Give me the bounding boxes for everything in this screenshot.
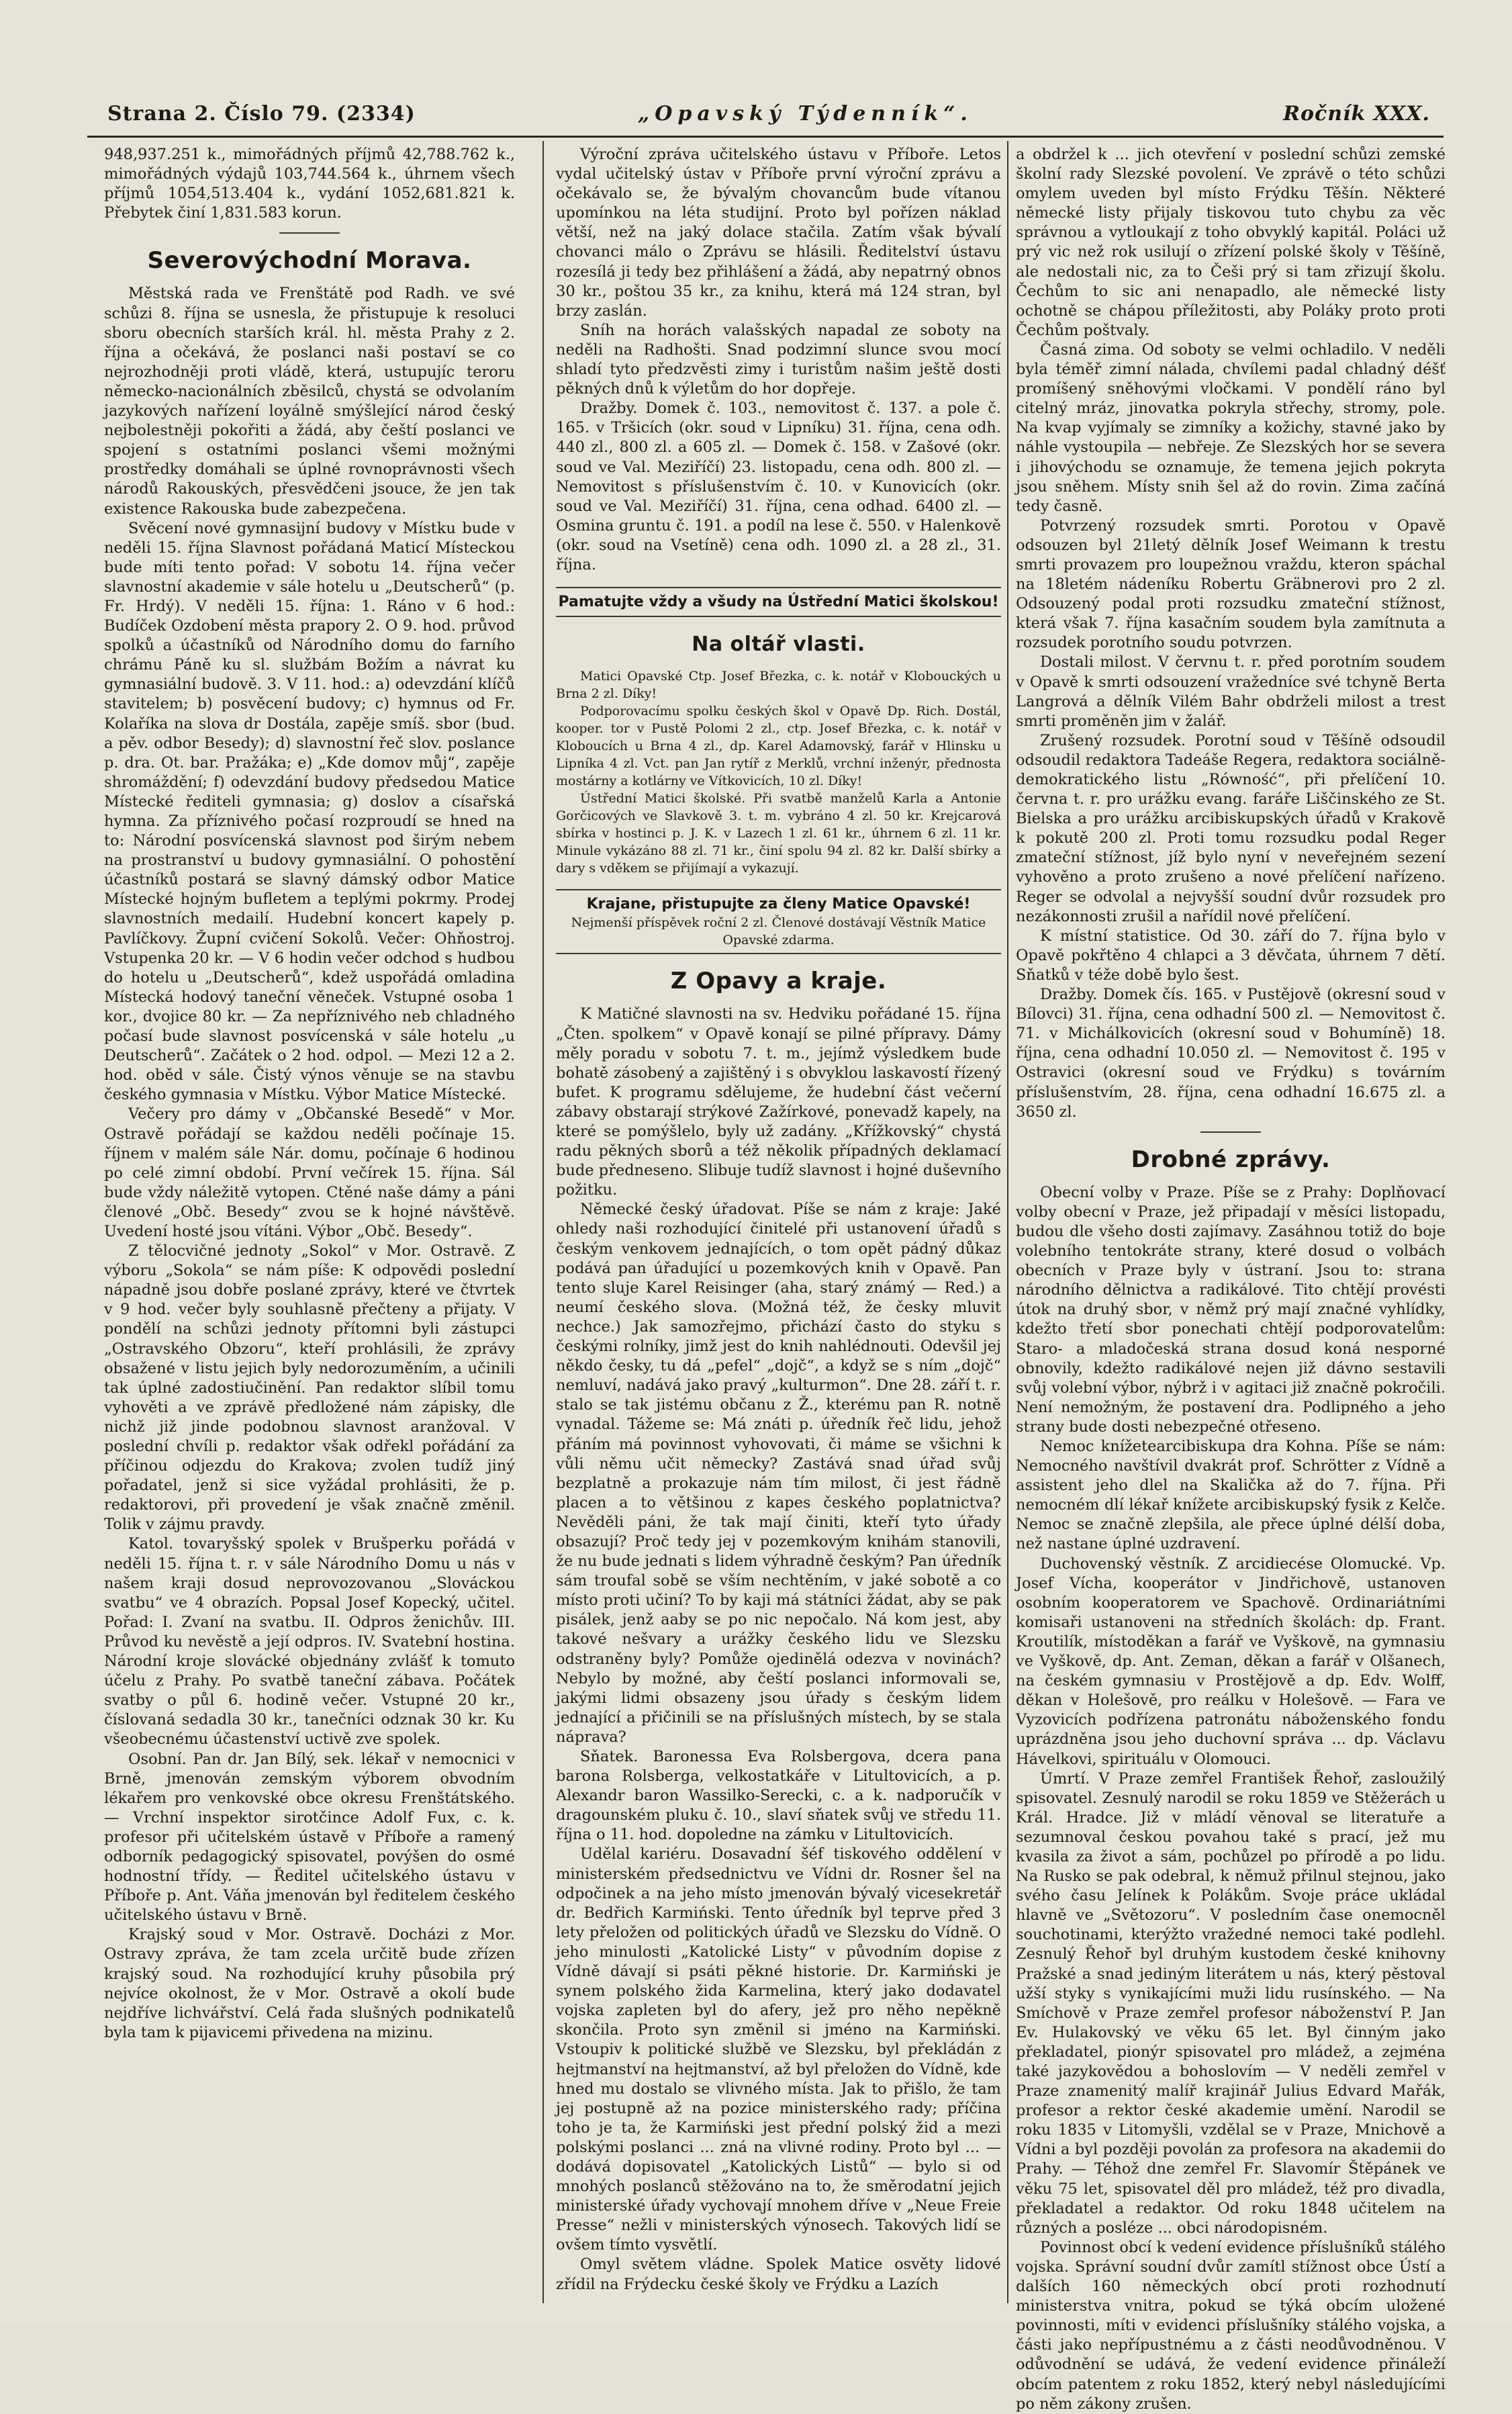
article-paragraph: Dražby. Domek čís. 165. v Pustějově (okresní soud v Bílovci) 31. října, cena odhadní 500 zl. — Nemovitost č. 71. v Michálkovicích (okresní soud v Bohumíně) 18. října, cena odhadní 10.050 zl. — Nemovitost č. 195 v Ostravici (okresní soud ve Frýdku) s továrním příslušenstvím, 28. října, cena odhadní 16.675 zl. a 3650 zl.	[1016, 986, 1446, 1121]
column-2	[556, 145, 1001, 2294]
article-paragraph: Nemoc knížetearcibiskupa dra Kohna. Píše se nám: Nemocného navštívil dvakrát prof. Schrötter z Vídně a assistent jeho dlel na Skalička až do 7. října. Při nemocném dlí lékař knížete arcibiskupský fysik z Kelče. Nemoc se značně zlepšila, ale přece úplné délší doba, než nastane úplné uzdravení.	[1016, 1438, 1446, 1553]
article-paragraph: Zrušený rozsudek. Porotní soud v Těšíně odsoudil odsoudil redaktora Tadeáše Regera, redaktora sociálně-demokratického listu „Równość“, při přelíčení 10. června t. r. pro urážku evang. faráře Liščinského ze St. Bielska a pro urážku arcibiskupských úřadů v Krakově k pokutě 200 zl. Proti tomu rozsudku podal Reger zmateční stížnost, jíž bylo nyní v neveřejném sezení vyhověno a proto zrušeno a nové přelíčení nařízeno. Reger se odvolal a nejvyšší soudní dvůr rozsudek pro nezákonnosti zrušil a nařídil nové přelíčení.	[1016, 731, 1446, 925]
article-paragraph: Krajský soud v Mor. Ostravě. Docházi z Mor. Ostravy zpráva, že tam zcela určitě bude zřízen krajský soud. Na rozhodující kruhy působila prý nejvíce okolnost, že v Mor. Ostravě a okolí bude nejdříve lichvářství. Celá řada slušných podnikatelů byla tam k pijavicemi přivedena na mizinu.	[104, 1926, 515, 2041]
article-paragraph: Potvrzený rozsudek smrti. Porotou v Opavě odsouzen byl 21letý dělník Josef Weimann k trestu smrti provazem pro loupežnou vraždu, kteron spáchal na 18letém nádeníku Robertu Gräbnerovi pro 2 zl. Odsouzený podal proti rozsudku zmateční stížnost, která však 7. října kasačním soudem byla zamítnuta a rozsudek porotního soudu potvrzen.	[1016, 516, 1446, 652]
donation-paragraph: Ústřední Matici školské. Při svatbě manželů Karla a Antonie Gorčicových ve Slavkově 3. t. m. vybráno 4 zl. 50 kr. Krejcarová sbírka v hostinci p. J. K. v Lazech 1 zl. 61 kr., úhrnem 6 zl. 11 kr. Minule vykázáno 88 zl. 71 kr., činí spolu 94 zl. 82 kr. Další sbírky a dary s vděkem se přijímají a vykazují.	[556, 791, 1001, 876]
article-paragraph: a obdržel k ... jich otevření v poslední schůzi zemské školní rady Slezské povolení. Ve zprávě o této schůzi omylem uveden byl místo Frýdku Těšín. Některé německé listy přijaly tiskovou tuto chybu za věc správnou a vytloukají z toho obvyklý kapitál. Poláci už prý vic než rok usilují o zřízení polské školy v Těšíně, ale nedostali nic, za to Češi prý si tam zřizují školu. Čechům to sic ani nenapadlo, ale německé listy ochotně se chápou příležitosti, aby Poláky proto proti Čechům poštvaly.	[1016, 146, 1446, 339]
section-heading-drobne-zpravy: Drobné zprávy.	[1131, 1146, 1331, 1173]
section-heading-z-opavy-a-kraje: Z Opavy a kraje.	[670, 968, 887, 995]
article-paragraph: Dostali milost. V červnu t. r. před porotním soudem v Opavě k smrti odsouzení vražedníce své tchyně Berta Langrová a dělník Vilém Bahr obdrželi milost a trest smrti proměněn jim v žalář.	[1016, 653, 1446, 730]
article-paragraph: Duchovenský věstník. Z arcidiecése Olomucké. Vp. Josef Vícha, kooperátor v Jindřichově, ustanoven osobním kooperatorem ve Spachově. Ordinariátními komisaři ustanoveni na středních školách: dp. Frant. Kroutilík, místoděkan a farář ve Vyškově, na gymnasiu ve Vyškově, dp. Ant. Zeman, děkan a farář v Olšanech, na českém gymnasiu v Prostějově a dp. Edv. Wolff, děkan v Holešově, pro reálku v Holešově. — Fara ve Vyzovicích podřízena patronátu náboženského fondu uprázdněna jsou jeho duchovní správa ... dp. Václavu Hávelkovi, spirituálu v Olomouci.	[1016, 1554, 1446, 1768]
budget-paragraph: 948,937.251 k., mimořádných příjmů 42,788.762 k., mimořádných výdajů 103,744.564 k., úhrnem všech příjmů 1054,513.404 k., vydání 1052,681.821 k. Přebytek činí 1,831.583 korun.	[104, 146, 515, 222]
article-paragraph: K místní statistice. Od 30. září do 7. října bylo v Opavě pokřtěno 4 chlapci a 3 děvčata, úhrnem 7 dětí. Sňatků v téže době bylo šest.	[1016, 927, 1446, 984]
article-paragraph: Výroční zpráva učitelského ústavu v Příboře. Letos vydal učitelský ústav v Příboře první výroční zprávu a očekávalo se, že bývalým chovancům bude vítanou upomínkou na léta studijní. Proto byl pořízen náklad větší, než na jaký dolace stačila. Zatím však bývalí chovanci málo o Zprávu se hlásili. Ředitelství ústavu rozesílá ji tedy bez přihlášení a žádá, aby nepatrný obnos 30 kr., poštou 35 kr., za knihu, která má 124 stran, byl brzy zaslán.	[556, 146, 1001, 320]
column-divider	[542, 141, 544, 2303]
section-divider	[279, 232, 340, 234]
article-paragraph: Povinnost obcí k vedení evidence příslušníků stálého vojska. Správní soudní dvůr zamítl stížnost obce Ústí a dalších 160 německých obcí proti rozhodnutí ministerstva vnitra, pokud se týká obcím uložené povinnosti, míti v evidenci příslušníky stálého vojska, a části jako nepřípustnému a z části neodůvodněnou. V odůvodnění se udává, že vedení evidence přináleží obcím patentem z roku 1852, který nebyl následujícími po něm zákony zrušen.	[1016, 2238, 1446, 2413]
volume-number: Ročník XXX.	[1283, 102, 1430, 126]
newspaper-title: „Opavský Týdenník“.	[638, 102, 973, 126]
article-paragraph: Obecní volby v Praze. Píše se z Prahy: Doplňovací volby obecní v Praze, jež připadají v měsíci listopadu, budou dle všeho dosti zajímavy. Zasáhnou totiž do boje volebního tentokráte strany, které dosud o volbách obecních v Praze byly v ústraní. Jsou to: strana národního dělnictva a radikálové. Tito chtějí provésti útok na druhý sbor, v němž prý mají značné vyhlídky, kdežto třetí sbor ponechati chtějí podporovatelům: Staro- a mladočeská strana dosud koná nesporné obnovily, kdežto radikálové nejen již dávno sestavili svůj volební výbor, nýbrž i v agitaci již značně pokročili. Není nemožným, že postavení dra. Podlipného a jeho strany bude dosti nebezpečné otřeseno.	[1016, 1183, 1446, 1436]
issue-number: Strana 2. Číslo 79. (2334)	[107, 102, 416, 126]
article-paragraph: Německé český úřadovat. Píše se nám z kraje: Jaké ohledy naši rozhodující činitelé při ustanovení úřadů s českým venkovem jednajících, o tom opět pádný důkaz podává pan úřadující u pozemkových knih v Opavě. Pan tento sluje Karel Reisinger (aha, starý známý — Red.) a neumí českého slova. (Možná též, že česky mluvit nechce.) Jak samozřejmo, přichází často do styku s českými rolníky, jimž jest do knih nahlédnouti. Odevšil jej někdo česky, tu dá „pefel“ „dojč“, a když se s ním „dojč“ nemluví, nadává jako pravý „kulturmon“. Dne 28. září t. r. stalo se tak jistému občanu z Ž., kterému pan R. notně vynadal. Tážeme se: Má znáti p. úředník řeč lidu, jehož přáním má povinnost vyhovovati, či máme se všichni k vůli němu učit německy? Zastává snad úřad svůj bezplatně a prokazuje nám tím milost, či jest řádně placen a to většinou z kapes českého poplatnictva? Nevěděli páni, že tak mají činiti, kteří tyto úřady obsazují? Proč tedy jej v pozemkovým knihám stanovili, že nu bude jednati s lidem výhradně českým? Pan úředník sám troufal sobě se vším nechtěním, v jaké sobotě a co místo proti učiní? To by kaji má státníci žádat, aby se pak pisálek, jenž aaby se po nic nepočalo. Ná kom jest, aby takové nešvary a urážky českého lidu ve Slezsku odstraněny byly? Pomůže ojedinělá odezva v novinách? Nebylo by možné, aby čeští poslanci informovali se, jakými lidmi obsazeny jsou úřady s českým lidem jednající a přičinili se na příslušných místech, by se stala náprava?	[556, 1201, 1001, 1746]
article-paragraph: Úmrtí. V Praze zemřel František Řehoř, zasloužilý spisovatel. Zesnulý narodil se roku 1859 ve Stěžerách u Král. Hradce. Již v mládí věnoval se literatuře a sezumnoval českou povahou také s prací, jež mu kvasila za život a sám, pochůzel po přírodě a po lidu. Na Rusko se pak odebral, k němuž přilnul stejnou, jako svého času Jelínek k Polákům. Svoje práce ukládal hlavně ve „Světozoru“. V posledním čase onemocněl souchotinami, kterýžto vražedné nemoci také podlehl. Zesnulý Řehoř byl druhým kustodem české knihovny Pražské a snad jediným literátem u nás, který pěstoval užší styky s vynikajícími muži lidu rusínského. — Na Smíchově v Praze zemřel profesor náboženství P. Jan Ev. Hulakovský ve věku 65 let. Byl činným jako překladatel, pionýr spisovatel pro mládež, a zejména také jazykovědou a bohoslovím — V neděli zemřel v Praze znamenitý malíř krajinář Julius Edvard Mařák, profesor a rektor české akademie umění. Narodil se roku 1835 v Litomyšli, vzdělal se v Praze, Mnichově a Vídni a byl později povolán za profesora na akademii do Prahy. — Téhož dne zemřel Fr. Slavomír Štěpánek ve věku 75 let, spisovatel děl pro mládež, též pro divadla, překladatel a redaktor. Od roku 1848 učitelem na různých a posléze ... obci národopisném.	[1016, 1769, 1446, 2237]
krajane-banner-sub: Nejmenší příspěvek roční 2 zl. Členové dostávají Věstník Matice Opavské zdarma.	[571, 915, 986, 948]
column-1	[104, 145, 515, 2043]
article-paragraph: Dražby. Domek č. 103., nemovitost č. 137. a pole č. 165. v Tršicích (okr. soud v Lipníku) 31. října, cena odh. 440 zl., 800 zl. a 605 zl. — Domek č. 158. v Zašové (okr. soud ve Val. Meziříčí) 23. listopadu, cena odh. 800 zl. — Nemovitost s příslušenstvím č. 10. v Kunovicích (okr. soud ve Val. Meziříčí) 31. října, cena odhad. 6400 zl. — Osmina gruntu č. 191. a podíl na lese č. 550. v Halenkově (okr. soud na Vsetíně) cena odh. 1090 zl. a 28 zl., 31. října.	[556, 400, 1001, 573]
matice-banner: Pamatujte vždy a všudy na Ústřední Matici školskou!	[556, 587, 1001, 617]
article-paragraph: Sňatek. Baronessa Eva Rolsbergova, dcera pana barona Rolsberga, velkostatkáře v Litultovicích, a p. Alexandr baron Wassilko-Serecki, c. a k. nadporučík v dragounském pluku č. 10., slaví sňatek svůj ve středu 11. října o 11. hod. dopoledne na zámku v Litultovicích.	[556, 1748, 1001, 1844]
article-paragraph: Katol. tovaryšský spolek v Brušperku pořádá v neděli 15. října t. r. v sále Národního Domu u nás v našem kraji dosud neprovozovanou „Slováckou svatbu“ ve 4 obrazích. Popsal Josef Kopecký, učitel. Pořad: I. Zvaní na svatbu. II. Odpros ženichův. III. Průvod ku nevěstě a její odpros. IV. Svatební hostina. Národní kroje slovácké objednány zvlášť k tomuto účelu z Prahy. Po svatbě taneční zábava. Počátek svatby o půl 6. hodině večer. Vstupné 20 kr., číslovaná sedadla 30 kr., tanečníci odznak 30 kr. Ku všeobecnému účastenství uctivě zve spolek.	[104, 1535, 515, 1749]
header-rule	[87, 136, 1444, 138]
section-divider	[1200, 1131, 1261, 1133]
article-paragraph: Z tělocvičné jednoty „Sokol“ v Mor. Ostravě. Z výboru „Sokola“ se nám píše: K odpovědi poslední nápadně jsou dobře poslané zprávy, které ve čtvrtek v 9 hod. večer byly souhlasně přečteny a přijaty. V pondělí na schůzi jednoty přítomni byli zástupci „Ostravského Obzoru“, kteří prohlásili, že zprávy obsažené v listu jejich byly nedorozuměním, a učinili tak úplné zadostiučinění. Pan redaktor slíbil tomu vyhověti a ve zprávě předložené nám zápisky, dle nichž již jinde podobnou slavnost aranžoval. V poslední chvíli p. redaktor však odřekl pořádání za příčinou odjezdu do Krakova; zvolen tudíž jiný pořadatel, jenž si sice vyžádal prohlásiti, že p. redaktorovi, při provedení je však značně změnil. Tolik v zájmu pravdy.	[104, 1242, 515, 1534]
article-paragraph: Udělal kariéru. Dosavadní šéf tiskového oddělení v ministerském předsednictvu ve Vídni dr. Rosner šel na odpočinek a na jeho místo jmenován bývalý vicesekretář dr. Bedřich Karmiński. Tento úředník byl teprve před 3 lety přeložen od politických úřadů ve Slezsku do Vídně. O jeho minulosti „Katolické Listy“ v původním dopise z Vídně dávají si psáti pěkné historie. Dr. Karmiński je synem polského žida Karmelina, který jako dodavatel vojska zapleten byl do afery, jež pro něho nepěkně skončila. Proto syn změnil si jméno na Karmiński. Vstoupiv k politické službě ve Slezsku, byl překládán z hejtmanství na hejtmanství, až byl přeložen do Vídně, kde hned mu dostalo se vlivného místa. Jak to přišlo, že tam jej postupně až na pozice ministerského rady; příčina toho je ta, že Karmiński jest přední polský žid a mezi polskými poslanci ... zná na vlivné rodiny. Proto byl ... — dodává dopisovatel „Katolických Listů“ — bylo si od mnohých poslanců stěžováno na to, že směrodatní jejich ministerské úřady vychovají mnohem dříve v „Neue Freie Presse“ nežli v ministerských výnosech. Takových lidí se ovšem tímto vysvětlí.	[556, 1845, 1001, 2254]
column-3	[1016, 145, 1446, 2414]
donation-paragraph: Podporovacímu spolku českých škol v Opavě Dp. Rich. Dostál, kooper. tor v Pustě Polomi 2 zl., ctp. Josef Březka, c. k. notář v Kloboucích u Brna 4 zl., dp. Karel Adamovský, farář v Hlinsku u Lipníka 4 zl. Vct. pan Jan rytíř z Merklů, vrchní inženýr, přednosta mostárny a kotlárny ve Vítkovicích, 10 zl. Díky!	[556, 704, 1001, 789]
article-paragraph: Svěcení nové gymnasijní budovy v Místku bude v neděli 15. října Slavnost pořádaná Maticí Místeckou bude míti tento pořad: V sobotu 14. října večer slavnostní akademie v sále hotelu u „Deutscherů“ (p. Fr. Hrdý). V neděli 15. října: 1. Ráno v 6 hod.: Budíček Ozdobení města prapory 2. O 9. hod. průvod spolků a účastníků od Národního domu do farního chrámu Páně ku sl. službám Božím a návrat ku gymnasiální budově. 3. V 11. hod.: a) odevzdání klíčů stavitelem; b) posvěcení budovy; c) hymnus od Fr. Kolaříka na slova dr Dostála, zapěje smíš. sbor (bud. a pěv. odbor Besedy); d) slavnostní řeč slov. poslance p. dra. Ot. bar. Pražáka; e) „Kde domov můj“, zapěje shromáždění; f) odevzdání budovy předsedou Matice Místecké řediteli gymnasia; g) doslov a císařská hymna. Za příznivého počasí rozproudí se hned na to: Národní posvícenská slavnost pod širým nebem na prostranství u budovy gymnasiální. O pohostění účastníků postará se slavný dámský odbor Matice Místecké hojným bufletem a teplými pokrmy. Prodej slavnostních medailí. Hudební koncert kapely p. Pavlíčkovy. Župní cvičení Sokolů. Večer: Ohňostroj. Vstupenka 20 kr. — V 6 hodin večer odchod s hudbou do hotelu u „Deutscherů“, kdež uspořádá omladina Místecká hodový taneční věneček. Vstupné osoba 1 kor., dvojice 80 kr. — Za nepříznivého neb chladného počasí bude slavnost posvícenská v sále hotelu „u Deutscherů“. Začátek o 2 hod. odpol. — Mezi 12 a 2. hod. oběd v sále. Čistý výnos věnuje se na stavbu českého gymnasia v Místku. Výbor Matice Místecké.	[104, 519, 515, 1104]
article-paragraph: Večery pro dámy v „Občanské Besedě“ v Mor. Ostravě pořádají se každou neděli počínaje 15. říjnem v malém sále Nár. domu, počínaje 6 hodinou po celé zimní období. První večírek 15. října. Sál bude vždy náležitě vytopen. Ctěné naše dámy a páni členové „Obč. Besedy“ zvou se k hojné návštěvě. Uvedení hosté jsou vítáni. Výbor „Obč. Besedy“.	[104, 1105, 515, 1240]
article-paragraph: K Matičné slavnosti na sv. Hedviku pořádané 15. října „Čten. spolkem“ v Opavě konají se pilné přípravy. Dámy měly poradu v sobotu 7. t. m., jejímž výsledkem bude bohatě zásobený a zajištěný i s obvyklou laskavostí řízený bufet. K programu sdělujeme, že hudební část večerní zábavy obstarají strýkové Zažírkové, ponevadž kapely, na které se pomýšlelo, byly už zadány. „Křížkovský“ chystá radu pěkných sborů a též několik případných deklamací bude předneseno. Slibuje tudíž slavnost i hojné duševního požitku.	[556, 1005, 1001, 1199]
column-divider	[1007, 141, 1008, 2303]
krajane-banner	[556, 889, 1001, 954]
article-paragraph: Časná zima. Od soboty se velmi ochladilo. V neděli byla téměř zimní nálada, chvílemi padal chladný déšť promíšený sněhovými vločkami. V pondělí ráno byl citelný mráz, jinovatka pokryla střechy, stromy, pole. Na kvap vyjímaly se zimníky a kožichy, stavné jako by náhle vystoupila — nebřeje. Ze Slezských hor se severa i jihovýchodu se oznamuje, že temena jejich pokryta jsou sněhem. Místy snih šel až do rovin. Zima začíná tedy časně.	[1016, 340, 1446, 515]
donation-paragraph: Matici Opavské Ctp. Josef Březka, c. k. notář v Klobouckých u Brna 2 zl. Díky!	[556, 669, 1001, 702]
article-paragraph: Sníh na horách valašských napadal ze soboty na neděli na Radhošti. Snad podzimní slunce svou mocí shladí tyto předzvěsti zimy i turistům našim ještě dosti pěkných dnů k výletům do hor dopřeje.	[556, 321, 1001, 398]
section-heading-severovychodni-morava: Severovýchodní Morava.	[147, 247, 472, 275]
krajane-banner-title: Krajane, přistupujte za členy Matice Opavské!	[586, 896, 971, 913]
page-header	[81, 102, 1437, 133]
article-paragraph: Městská rada ve Frenštátě pod Radh. ve své schůzi 8. října se usnesla, že přistupuje k resoluci sboru obecních starších král. hl. města Prahy z 2. října a očekává, že poslanci naši postaví se co nejrozhodněji proti vládě, která, ustupujíc teroru německo-nacionálních zběsilců, chystá se odvolaním jazykových nařízení loyálně smýšlející národ český nejbolestněji pokořiti a žádá, aby čeští poslanci ve spojení s ostatními poslanci všemi možnými prostředky domáhali se úplné rovnoprávnosti všech národů Rakouských, přesvědčeni jsouce, že jen tak existence Rakouska bude zabezpečena.	[104, 285, 515, 518]
article-paragraph: Omyl světem vládne. Spolek Matice osvěty lidové zřídil na Frýdecku české školy ve Frýdku a Lazích	[556, 2256, 1001, 2293]
section-heading-na-oltar-vlasti: Na oltář vlasti.	[692, 633, 865, 657]
article-paragraph: Osobní. Pan dr. Jan Bílý, sek. lékař v nemocnici v Brně, jmenován zemským výborem obvodním lékařem pro venkovské obce okresu Frenštátského. — Vrchní inspektor sirotčince Adolf Fux, c. k. profesor při učitelském ústavě v Příboře a ramený odborník pedagogický spisovatel, povýšen do osmé hodnostní třídy. — Ředitel učitelského ústavu v Příboře p. Ant. Váňa jmenován byl ředitelem českého učitelského ústavu v Brně.	[104, 1750, 515, 1924]
